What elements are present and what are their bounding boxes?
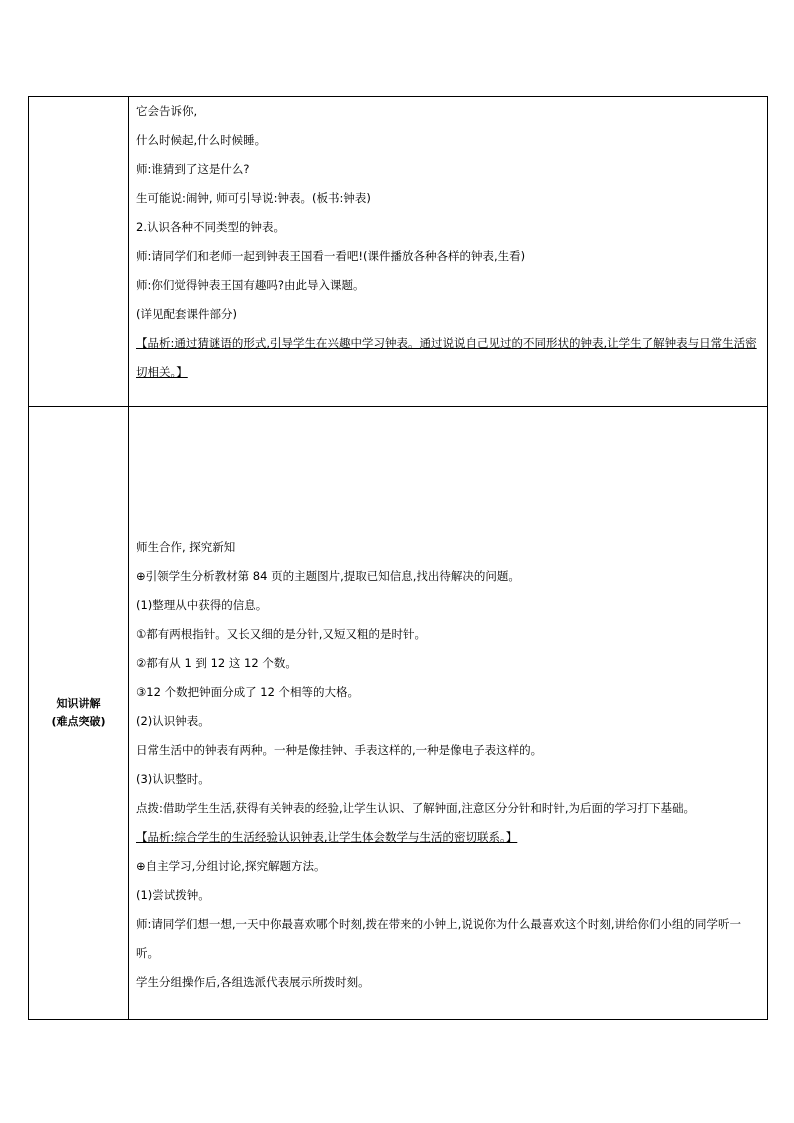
section-label: 知识讲解 <box>56 697 101 710</box>
text-line: ③12 个数把钟面分成了 12 个相等的大格。 <box>136 685 360 699</box>
text-line: (3)认识整时。 <box>136 772 210 786</box>
row-content-cell <box>129 97 768 407</box>
table-row <box>29 407 768 1020</box>
text-line: (1)尝试拨钟。 <box>136 888 210 902</box>
analysis-note: 【品析:综合学生的生活经验认识钟表,让学生体会数学与生活的密切联系。】 <box>136 830 518 844</box>
text-line: 师:谁猜到了这是什么? <box>136 162 250 176</box>
text-line: 日常生活中的钟表有两种。一种是像挂钟、手表这样的,一种是像电子表这样的。 <box>136 743 543 757</box>
text-line: 学生分组操作后,各组选派代表展示所拨时刻。 <box>136 975 370 989</box>
table-row <box>29 97 768 407</box>
section-sublabel: (难点突破) <box>51 715 106 728</box>
text-line: ②都有从 1 到 12 这 12 个数。 <box>136 656 297 670</box>
text-line: 它会告诉你, <box>136 104 198 118</box>
text-line: 生可能说:闹钟, 师可引导说:钟表。(板书:钟表) <box>136 191 371 205</box>
text-line: ⊕自主学习,分组讨论,探究解题方法。 <box>136 859 326 873</box>
text-line: (2)认识钟表。 <box>136 714 210 728</box>
row-content-cell <box>129 407 768 1020</box>
text-line: 师:你们觉得钟表王国有趣吗?由此导入课题。 <box>136 278 365 292</box>
text-line: (1)整理从中获得的信息。 <box>136 598 268 612</box>
analysis-note: 【品析:通过猜谜语的形式,引导学生在兴趣中学习钟表。通过说说自己见过的不同形状的钟表,让学生了解钟表与日常生活密切相关。】 <box>136 336 757 379</box>
text-line: (详见配套课件部分) <box>136 307 237 321</box>
teacher-prompt: 师:请同学们想一想,一天中你最喜欢哪个时刻,拨在带来的小钟上,说说你为什么最喜欢这个时刻,讲给你们小组的同学听一听。 <box>136 917 741 960</box>
row-label-cell <box>29 407 129 1020</box>
text-line: 师:请同学们和老师一起到钟表王国看一看吧!(课件播放各种各样的钟表,生看) <box>136 249 526 263</box>
lesson-plan-table <box>28 96 768 1020</box>
text-line: 什么时候起,什么时候睡。 <box>136 133 267 147</box>
guidance-note: 点拨:借助学生生活,获得有关钟表的经验,让学生认识、了解钟面,注意区分分针和时针,为后面的学习打下基础。 <box>136 801 695 815</box>
text-line: 师生合作, 探究新知 <box>136 540 236 554</box>
text-line: ⊕引领学生分析教材第 84 页的主题图片,提取已知信息,找出待解决的问题。 <box>136 569 520 583</box>
row-label-cell <box>29 97 129 407</box>
text-line: 2.认识各种不同类型的钟表。 <box>136 220 285 234</box>
text-line: ①都有两根指针。又长又细的是分针,又短又粗的是时针。 <box>136 627 426 641</box>
